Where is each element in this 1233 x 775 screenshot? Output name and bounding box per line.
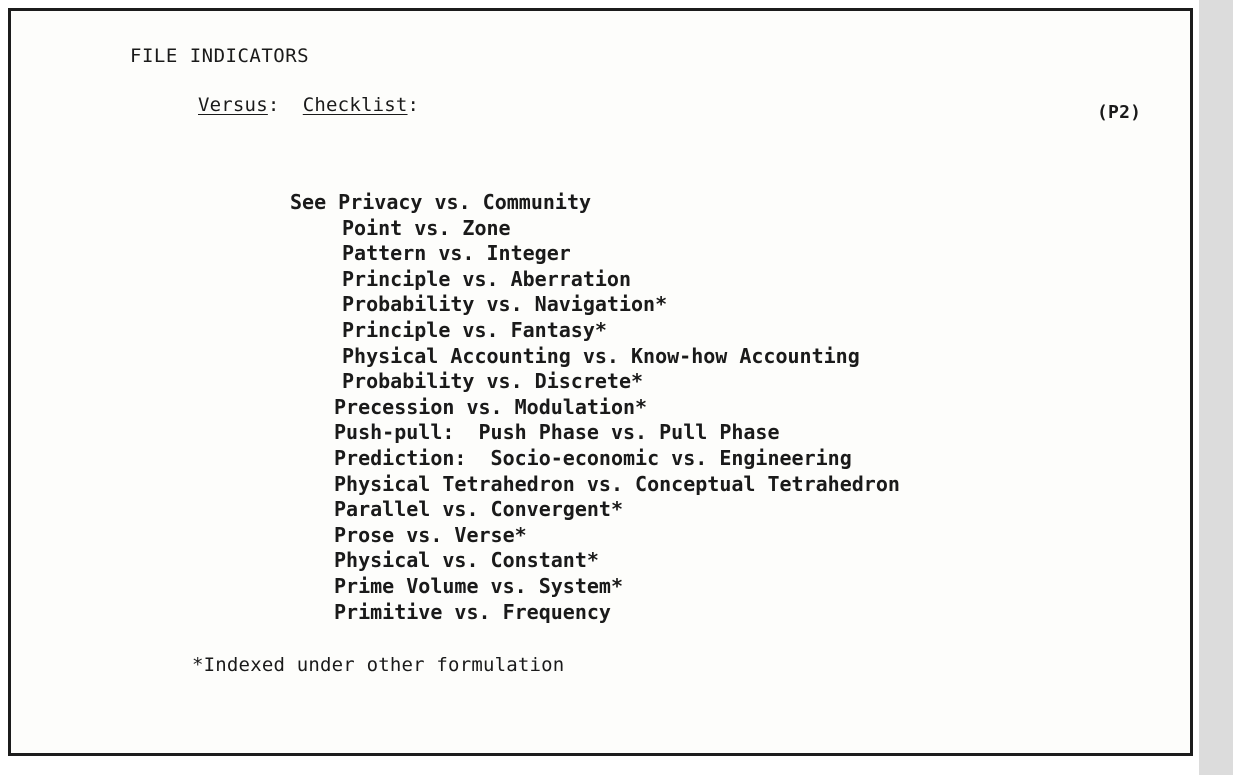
checklist-colon: : bbox=[407, 94, 420, 116]
list-item: Prose vs. Verse* bbox=[334, 522, 527, 547]
checklist-label: Checklist bbox=[302, 94, 408, 116]
list-item: Physical vs. Constant* bbox=[334, 548, 599, 573]
list-item: Principle vs. Fantasy* bbox=[342, 317, 607, 342]
list-item: Physical Accounting vs. Know-how Accounting bbox=[342, 343, 860, 368]
card-subheading bbox=[198, 93, 419, 117]
list-item: Prediction: Socio-economic vs. Engineering bbox=[334, 445, 852, 470]
footnote: *Indexed under other formulation bbox=[192, 654, 565, 676]
page-reference: (P2) bbox=[1097, 102, 1142, 123]
list-item: Probability vs. Discrete* bbox=[342, 369, 644, 394]
list-item: Physical Tetrahedron vs. Conceptual Tetrahedron bbox=[334, 471, 900, 496]
page-top-margin bbox=[0, 0, 1233, 8]
list-item: Push-pull: Push Phase vs. Pull Phase bbox=[334, 420, 780, 445]
list-item: Parallel vs. Convergent* bbox=[334, 497, 623, 522]
list-item: Precession vs. Modulation* bbox=[334, 394, 648, 419]
list-item: Point vs. Zone bbox=[342, 215, 511, 240]
list-item: Principle vs. Aberration bbox=[342, 266, 631, 291]
versus-label: Versus bbox=[198, 94, 268, 116]
card-heading: FILE INDICATORS bbox=[130, 45, 310, 67]
adjacent-card-edge bbox=[1199, 0, 1233, 775]
list-item: Pattern vs. Integer bbox=[342, 241, 571, 266]
list-item: Primitive vs. Frequency bbox=[334, 599, 611, 624]
cross-reference-list bbox=[290, 190, 900, 625]
list-item: Probability vs. Navigation* bbox=[342, 292, 668, 317]
versus-colon: : bbox=[267, 94, 280, 116]
list-item: See Privacy vs. Community bbox=[290, 190, 592, 214]
list-item: Prime Volume vs. System* bbox=[334, 573, 623, 598]
